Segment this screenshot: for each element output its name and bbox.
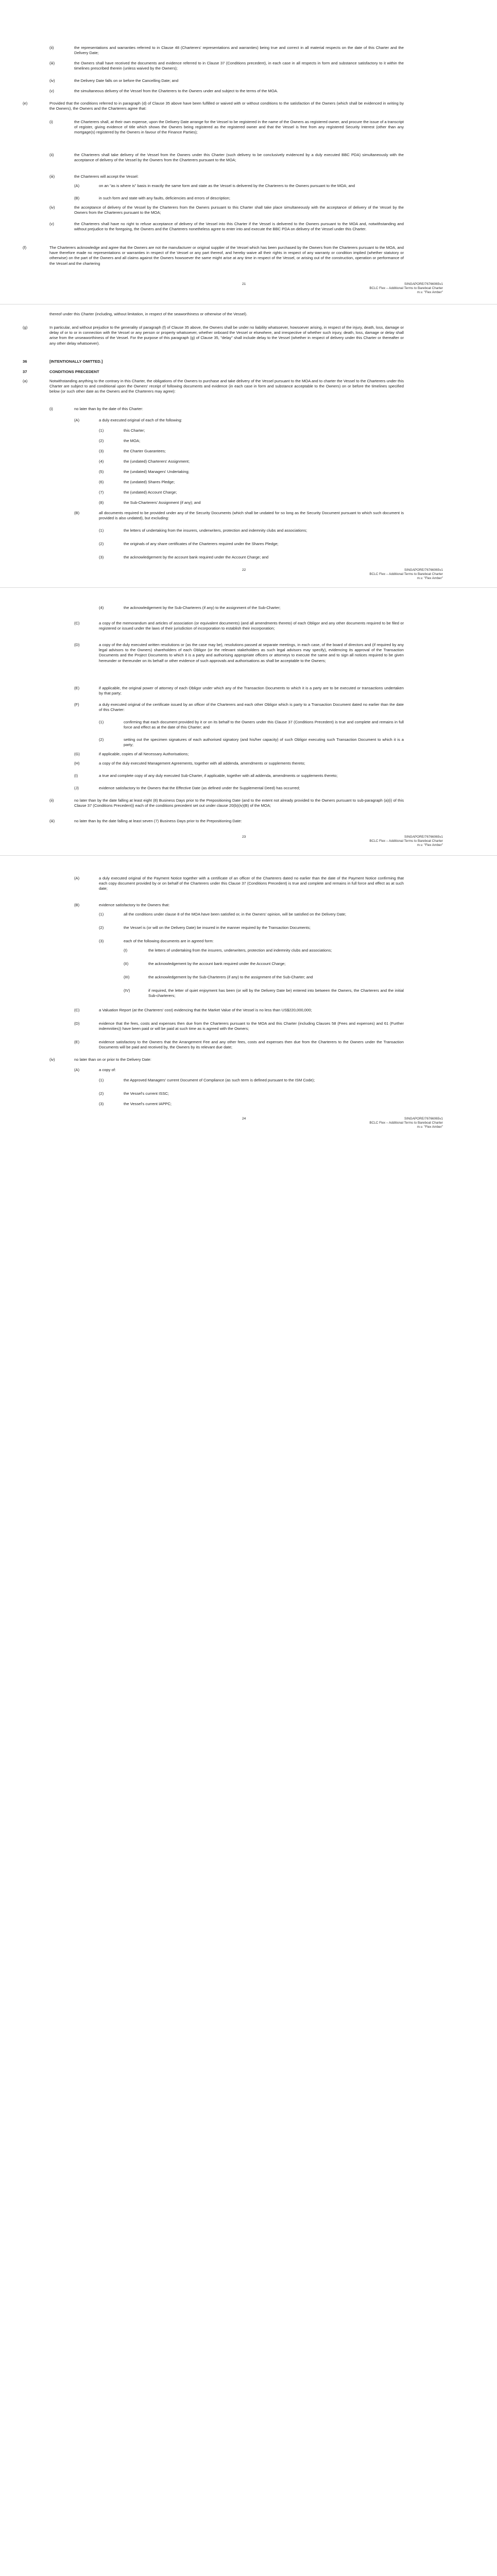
clause-35e-v: the Charterers shall have no right to refuse acceptance of delivery of the Vessel into this Charter if the Vessel is delivered to the Owners pursuant to the MOA and, notwithstanding and without prejudice to the foregoing, the Owners and the Charterers nonetheless agree to enter into and execute the BBC PDA on delivery of the Vessel under this Charter. — [74, 222, 404, 232]
footer-version: m.v. "Flex Amber" — [417, 843, 443, 847]
clause-37a-iii-a: a duly executed original of the Payment Notice together with a certificate of an officer of the Charterers dated no earlier than the date of the Payment Notice confirming that each copy document provided by or on behalf of the Charterers under this Clause 37 (Conditions Precedent) is true and complete and remains in full force and effect as at such date; — [99, 876, 404, 891]
footer-version: m.v. "Flex Amber" — [417, 577, 443, 580]
item-number: (e) — [23, 101, 28, 106]
item-number: (2) — [99, 541, 104, 546]
item-number: (2) — [99, 737, 104, 742]
doc-list-item: the Charter Guarantees; — [124, 449, 166, 453]
clause-37a-iii-e: evidence satisfactory to the Owners that the Arrangement Fee and any other fees, costs and expenses then due from the Charterers to the Owners under the Transaction Documents will be paid and received by, the Owners by its relevant due date; — [99, 1040, 404, 1050]
exclusion-item: the acknowledgement by the Sub-Charterers (if any) to the assignment of the Sub-Charter; — [124, 605, 281, 610]
item-number: (2) — [99, 438, 104, 443]
item-number: (A) — [74, 418, 80, 422]
footer-ref: SINGAPORE/76766065v1 — [404, 568, 443, 572]
item-number: (3) — [99, 1101, 104, 1106]
item-number: (D) — [74, 1021, 80, 1026]
agreed-form-item: the acknowledgement by the account bank required under the Account Charge; — [148, 961, 286, 966]
clause-37a-i-f-2: setting out the specimen signatures of each authorised signatory (and his/her capacity) of such Obligor executing such Transaction Document to which it is a party; — [124, 737, 404, 748]
item-number: (B) — [74, 196, 80, 200]
clause-36-heading: [INTENTIONALLY OMITTED.] — [49, 359, 103, 364]
item-number: (7) — [99, 490, 104, 495]
page-footer — [288, 568, 443, 581]
doc-list-item: the MOA; — [124, 438, 141, 443]
item-number: (I) — [124, 948, 128, 953]
clause-37a-i-j: evidence satisfactory to the Owners that the Effective Date (as defined under the Supplemental Deed) has occurred; — [99, 786, 300, 790]
clause-37a-iii-b-3: each of the following documents are in agreed form: — [124, 939, 214, 943]
clause-35e-iv: the acceptance of delivery of the Vessel by the Charterers from the Owners pursuant to this Charter shall take place simultaneously with the acceptance of delivery of the Vessel by the Owners from the Charterers pursuant to the MOA; — [74, 205, 404, 215]
item-number: (4) — [99, 605, 104, 610]
item-number: (H) — [74, 761, 80, 766]
clause-35e-intro: Provided that the conditions referred to in paragraph (d) of Clause 35 above have been fulfilled or waived with or without conditions to the satisfaction of the Owners (which shall be evidenced in writing by the Owners), the Owners and the Charterers agree that: — [49, 101, 404, 111]
clause-37a-i-f: a duly executed original of the certificate issued by an officer of the Charterers and each other Obligor which is party to a Transaction Document dated no earlier than the date of this Charter: — [99, 702, 404, 713]
footer-version: m.v. "Flex Amber" — [417, 1125, 443, 1129]
item-number: (iv) — [49, 78, 55, 83]
clause-37a-iv: no later than on or prior to the Delivery Date: — [74, 1057, 151, 1062]
item-number: (ii) — [49, 152, 54, 157]
doc-list-item: this Charter; — [124, 428, 145, 433]
exclusion-item: the letters of undertaking from the insurers, underwriters, protection and indemnity clubs and associations; — [124, 528, 307, 533]
clause-37a-i-h: a copy of the duly executed Management Agreements, together with all addenda, amendments or supplements thereto; — [99, 761, 305, 766]
footer-title: BCLC Flex – Additional Terms to Bareboat Charter — [369, 839, 443, 843]
clause-35d-iii: the Owners shall have received the documents and evidence referred to in Clause 37 (Conditions precedent), in each case in all respects in form and substance satisfactory to it within the timelines prescribed therein (unless waived by the Owners); — [74, 61, 404, 71]
exclusion-item: the acknowledgement by the account bank required under the Account Charge; and — [124, 555, 269, 560]
clause-37a-iii: no later than by the date falling at least seven (7) Business Days prior to the Prepositioning Date: — [74, 819, 242, 823]
clause-37a-i-a: a duly executed original of each of the following: — [99, 418, 182, 422]
clause-37a-i: no later than by the date of this Charter: — [74, 406, 143, 411]
item-number: (J) — [74, 786, 79, 790]
item-number: (A) — [74, 876, 80, 880]
page-separator — [0, 855, 497, 856]
item-number: (1) — [99, 912, 104, 917]
agreed-form-item: if required, the letter of quiet enjoyment has been (or will by the Delivery Date be) entered into between the Owners, the Charterers and the initial Sub-charterers; — [148, 988, 404, 998]
item-number: (i) — [49, 120, 53, 124]
item-number: (E) — [74, 1040, 80, 1044]
clause-35d-ii: the representations and warranties referred to in Clause 48 (Charterers' representations and warranties) being true and correct in all material respects on the date of this Charter and the Delivery Date; — [74, 45, 404, 56]
clause-37a-iii-c: a Valuation Report (at the Charterers' cost) evidencing that the Market Value of the Vessel is no less than US$220,000,000; — [99, 1008, 312, 1012]
page-number: 21 — [242, 282, 246, 286]
footer-version: m.v. "Flex Amber" — [417, 291, 443, 294]
clause-37a-iii-b-2: the Vessel is (or will on the Delivery Date) be insured in the manner required by the Transaction Documents; — [124, 925, 311, 930]
item-number: (3) — [99, 939, 104, 943]
page-24 — [0, 876, 497, 1579]
clause-35f-continued: thereof under this Charter (including, without limitation, in respect of the seaworthiness or otherwise of the Vessel). — [49, 312, 248, 316]
item-number: (E) — [74, 686, 80, 690]
clause-37a-iii-d: evidence that the fees, costs and expenses then due from the Charterers pursuant to the MOA and this Charter (including Clauses 58 (Fees and expenses) and 61 (Further indemnities)) have been paid or will be paid at such time as is agreed with the Owners; — [99, 1021, 404, 1031]
certificate-item: the Vessel's current IAPPC; — [124, 1101, 172, 1106]
clause-number: 36 — [23, 359, 27, 364]
clause-37a-i-f-1: confirming that each document provided by it or on its behalf to the Owners under this Clause 37 (Conditions Precedent) is true and complete and remains in full force and effect as at the date of this Charter; and — [124, 720, 404, 730]
footer-title: BCLC Flex – Additional Terms to Bareboat Charter — [369, 1121, 443, 1125]
item-number: (1) — [99, 428, 104, 433]
item-number: (ii) — [49, 798, 54, 803]
clause-35f: The Charterers acknowledge and agree that the Owners are not the manufacturer or original supplier of the Vessel which has been purchased by the Owners from the Charterers pursuant to the MOA, and have therefore made no representations or warranties in respect of the Vessel or any part thereof, and hereby waive all their rights in respect of any warranty or condition implied (whether statutory or otherwise) on the part of the Owners and all claims against the Owners howsoever the same might arise at any time in respect of the Vessel, or arising out of the construction, operation or performance of the Vessel and the chartering — [49, 245, 404, 266]
item-number: (5) — [99, 469, 104, 474]
clause-37a-i-b: all documents required to be provided under any of the Security Documents (which shall be undated for so long as the Security Document pursuant to which such document is provided is also undated), but excluding: — [99, 511, 404, 521]
item-number: (C) — [74, 1008, 80, 1012]
item-number: (1) — [99, 1078, 104, 1082]
clause-37a-i-g: if applicable, copies of all Necessary Authorisations; — [99, 752, 189, 756]
clause-37a-i-e: if applicable, the original power of attorney of each Obligor under which any of the Transaction Documents to which it is a party are to be executed or transactions undertaken by that party; — [99, 686, 404, 696]
clause-35e-iii-b: in such form and state with any faults, deficiencies and errors of description; — [99, 196, 230, 200]
clause-37-heading: CONDITIONS PRECEDENT — [49, 369, 99, 374]
item-number: (iv) — [49, 205, 55, 210]
certificate-item: the Vessel's current ISSC; — [124, 1091, 169, 1096]
clause-35e-iii: the Charterers will accept the Vessel: — [74, 174, 139, 179]
clause-35e-ii: the Charterers shall take delivery of the Vessel from the Owners under this Charter (such delivery to be conclusively evidenced by a duly executed BBC PDA) simultaneously with the acceptance of delivery of the Vessel by the Owners from the Charterers pursuant to the MOA; — [74, 152, 404, 163]
item-number: (g) — [23, 325, 28, 330]
footer-title: BCLC Flex – Additional Terms to Bareboat Charter — [369, 286, 443, 290]
item-number: (B) — [74, 903, 80, 907]
item-number: (B) — [74, 511, 80, 515]
footer-ref: SINGAPORE/76766065v1 — [404, 835, 443, 839]
item-number: (iii) — [49, 61, 55, 65]
item-number: (2) — [99, 925, 104, 930]
footer-title: BCLC Flex – Additional Terms to Bareboat Charter — [369, 572, 443, 576]
clause-37a-iii-b: evidence satisfactory to the Owners that: — [99, 903, 170, 907]
clause-35d-v: the simultaneous delivery of the Vessel from the Charterers to the Owners under and subject to the terms of the MOA. — [74, 89, 278, 93]
item-number: (iii) — [49, 819, 55, 823]
certificate-item: the Approved Managers' current Document of Compliance (as such term is defined pursuant to the ISM Code); — [124, 1078, 315, 1082]
item-number: (3) — [99, 555, 104, 560]
page-number: 22 — [242, 568, 246, 572]
item-number: (II) — [124, 961, 129, 966]
item-number: (4) — [99, 459, 104, 464]
item-number: (v) — [49, 222, 54, 226]
item-number: (A) — [74, 1067, 80, 1072]
clause-37a-i-c: a copy of the memorandum and articles of association (or equivalent documents) (and all amendments thereto) of each Obligor and any other documents required to be filed or registered or issued under the laws of their jurisdiction of incorporation to establish their incorporation; — [99, 621, 404, 631]
item-number: (3) — [99, 449, 104, 453]
item-number: (1) — [99, 720, 104, 724]
doc-list-item: the (undated) Charterers' Assignment; — [124, 459, 190, 464]
item-number: (8) — [99, 500, 104, 505]
item-number: (I) — [74, 773, 78, 778]
page-number: 23 — [242, 835, 246, 839]
page-footer — [288, 282, 443, 295]
item-number: (1) — [99, 528, 104, 533]
item-number: (6) — [99, 480, 104, 484]
doc-list-item: the (undated) Managers' Undertaking; — [124, 469, 190, 474]
item-number: (a) — [23, 379, 28, 383]
item-number: (D) — [74, 642, 80, 647]
page-footer — [288, 835, 443, 848]
item-number: (IV) — [124, 988, 130, 993]
footer-ref: SINGAPORE/76766065v1 — [404, 1117, 443, 1121]
clause-37a-iii-b-1: all the conditions under clause 8 of the MOA have been satisfied or, in the Owners' opinion, will be satisfied on the Delivery Date; — [124, 912, 347, 917]
item-number: (C) — [74, 621, 80, 625]
clause-37a-i-d: a copy of the duly executed written resolutions or (as the case may be), resolutions passed at separate meetings, in each case, of the board of directors and (if required by any legal advisors to the Owners) shareholders of each Obligor (or the relevant stakeholders as such legal advisors may specify), evidencing its approval of the Transaction Documents and the Project Documents to which it is a party and authorising appropriate officers or attorneys to execute the same and to sign all notices required to be given hereunder or thereunder on its behalf or other evidence of such approvals and authorisations as shall be acceptable to the Owners; — [99, 642, 404, 663]
page-separator — [0, 587, 497, 588]
clause-37a-ii: no later than by the date falling at least eight (8) Business Days prior to the Prepositioning Date (and to the extent not already provided to the Owners pursuant to sub-paragraph (a)(i) of this Clause 37 (Conditions Precedent)) each of the conditions precedent set out under clause 20(b)(iv)(B) of the MOA; — [74, 798, 404, 808]
item-number: (A) — [74, 183, 80, 188]
doc-list-item: the Sub-Charterers' Assignment (if any); and — [124, 500, 201, 505]
agreed-form-item: the acknowledgement by the Sub-Charterers (if any) to the assignment of the Sub-Charter; and — [148, 975, 313, 979]
clause-35d-iv: the Delivery Date falls on or before the Cancelling Date; and — [74, 78, 179, 83]
item-number: (i) — [49, 406, 53, 411]
footer-ref: SINGAPORE/76766065v1 — [404, 282, 443, 286]
item-number: (v) — [49, 89, 54, 93]
item-number: (iv) — [49, 1057, 55, 1062]
item-number: (f) — [23, 245, 27, 250]
doc-list-item: the (undated) Account Charge; — [124, 490, 177, 495]
item-number: (F) — [74, 702, 79, 707]
item-number: (iii) — [49, 174, 55, 179]
page-number: 24 — [242, 1117, 246, 1121]
clause-37a-i-i: a true and complete copy of any duly executed Sub-Charter, if applicable, together with all addenda, amendments or supplements thereto; — [99, 773, 338, 778]
clause-35g: In particular, and without prejudice to the generality of paragraph (f) of Clause 35 above, the Owners shall be under no liability whatsoever, howsoever arising, in respect of the injury, death, loss, damage or delay of or to or in connection with the Vessel or any person or property whatsoever, whether onboard the Vessel or elsewhere, and irrespective of whether such injury, death, loss, damage or delay shall arise from the unseaworthiness of the Vessel. For the purpose of this paragraph (g) of Clause 35, "delay" shall include delay to the Vessel (whether in respect of delivery under this Charter or thereafter or any other delay whatsoever). — [49, 325, 404, 346]
clause-37a-iv-a: a copy of: — [99, 1067, 116, 1072]
clause-35e-iii-a: on an "as is where is" basis in exactly the same form and state as the Vessel is delivered by the Charterers to the Owners pursuant to the MOA; and — [99, 183, 355, 188]
item-number: (2) — [99, 1091, 104, 1096]
doc-list-item: the (undated) Shares Pledge; — [124, 480, 175, 484]
clause-37a: Notwithstanding anything to the contrary in this Charter, the obligations of the Owners to purchase and take delivery of the Vessel pursuant to the MOA and to charter the Vessel to the Charterers under this Charter are subject to and conditional upon the Owners' receipt of following documents and evidence (in each case in form and substance acceptable to the Owners) on or before the timelines specified below (or such other date as the Owners and the Charterers may agree): — [49, 379, 404, 394]
agreed-form-item: the letters of undertaking from the insurers, underwriters, protection and indemnity clubs and associations; — [148, 948, 332, 953]
clause-number: 37 — [23, 369, 27, 374]
item-number: (ii) — [49, 45, 54, 50]
item-number: (III) — [124, 975, 130, 979]
exclusion-item: the originals of any share certificates of the Charterers required under the Shares Pledge; — [124, 541, 279, 546]
clause-35e-i: the Charterers shall, at their own expense, upon the Delivery Date arrange for the Vessel to be registered in the name of the Owners as registered owner, and procure the issue of a transcript of register, giving evidence of title which shows the Owners being registered as the registered owner and that the Vessel is free from any registered Security Interest (other than any mortgage(s) registered by the Owners in favour of the Finance Parties); — [74, 120, 404, 135]
page-footer — [288, 1117, 443, 1129]
item-number: (G) — [74, 752, 80, 756]
